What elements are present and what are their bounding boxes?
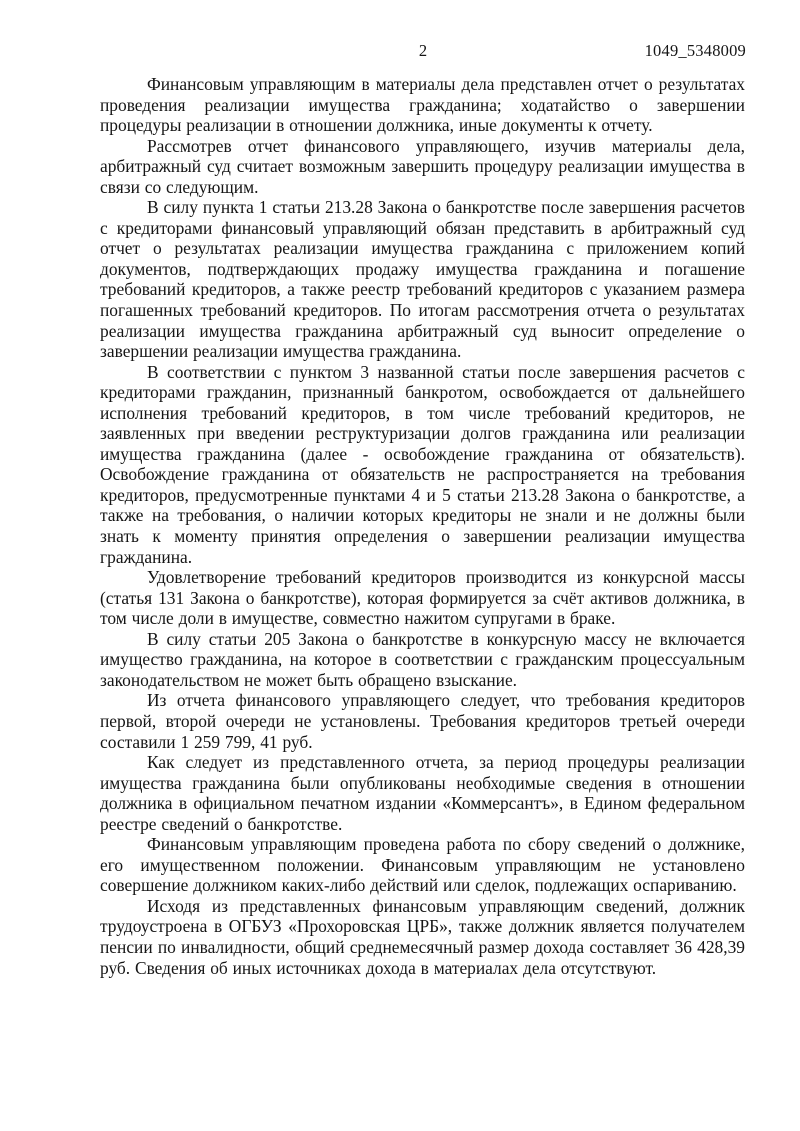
page-header [100, 40, 746, 62]
paragraph: В силу пункта 1 статьи 213.28 Закона о банкротстве после завершения расчетов с кредиторами финансовый управляющий обязан представить в арбитражный суд отчет о результатах реализации имущества гражданина с приложением копий документов, подтверждающих продажу имущества гражданина и погашение требований кредиторов, а также реестр требований кредиторов с указанием размера погашенных требований кредиторов. По итогам рассмотрения отчета о результатах реализации имущества гражданина арбитражный суд выносит определение о завершении реализации имущества гражданина. [100, 197, 745, 362]
paragraph: Рассмотрев отчет финансового управляющего, изучив материалы дела, арбитражный суд считает возможным завершить процедуру реализации имущества в связи со следующим. [100, 135, 745, 197]
paragraph: Исходя из представленных финансовым управляющим сведений, должник трудоустроена в ОГБУЗ «Прохоровская ЦРБ», также должник является получателем пенсии по инвалидности, общий среднемесячный размер дохода составляет 36 428,39 руб. Сведения об иных источниках дохода в материалах дела отсутствуют. [100, 895, 745, 978]
paragraph: Удовлетворение требований кредиторов производится из конкурсной массы (статья 131 Закона о банкротстве), которая формируется за счёт активов должника, в том числе доли в имуществе, совместно нажитом супругами в браке. [100, 567, 745, 629]
document-body [100, 74, 745, 978]
paragraph: Как следует из представленного отчета, за период процедуры реализации имущества гражданина были опубликованы необходимые сведения в отношении должника в официальном печатном издании «Коммерсантъ», в Едином федеральном реестре сведений о банкротстве. [100, 752, 745, 834]
document-code: 1049_5348009 [644, 41, 746, 60]
paragraph: В силу статьи 205 Закона о банкротстве в конкурсную массу не включается имущество гражданина, на которое в соответствии с гражданским процессуальным законодательством не может быть обращено взыскание. [100, 628, 745, 690]
paragraph: В соответствии с пунктом 3 названной статьи после завершения расчетов с кредиторами гражданин, признанный банкротом, освобождается от дальнейшего исполнения требований кредиторов, в том числе требований кредиторов, не заявленных при введении реструктуризации долгов гражданина или реализации имущества гражданина (далее - освобождение гражданина от обязательств). Освобождение гражданина от обязательств не распространяется на требования кредиторов, предусмотренные пунктами 4 и 5 статьи 213.28 Закона о банкротстве, а также на требования, о наличии которых кредиторы не знали и не должны были знать к моменту принятия определения о завершении реализации имущества гражданина. [100, 361, 745, 567]
paragraph: Финансовым управляющим в материалы дела представлен отчет о результатах проведения реализации имущества гражданина; ходатайство о завершении процедуры реализации в отношении должника, иные документы к отчету. [100, 74, 745, 136]
paragraph: Из отчета финансового управляющего следует, что требования кредиторов первой, второй очереди не установлены. Требования кредиторов третьей очереди составили 1 259 799, 41 руб. [100, 690, 745, 752]
page-number: 2 [418, 41, 428, 60]
paragraph: Финансовым управляющим проведена работа по сбору сведений о должнике, его имущественном положении. Финансовым управляющим не установлено совершение должником каких-либо действий или сделок, подлежащих оспариванию. [100, 834, 745, 896]
